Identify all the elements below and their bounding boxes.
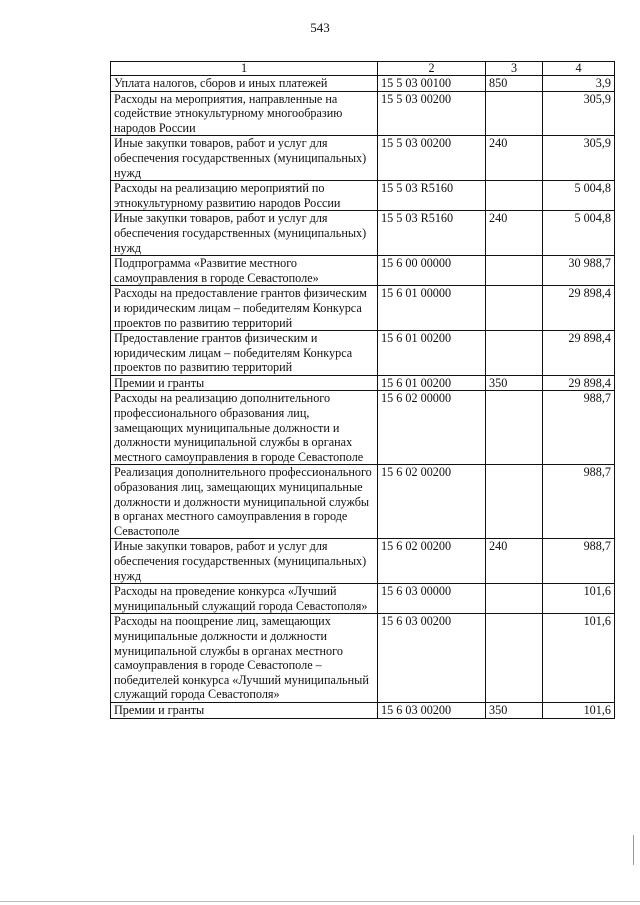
row-code: 15 6 01 00000 bbox=[378, 286, 486, 331]
table-row bbox=[111, 136, 615, 181]
row-type bbox=[486, 584, 543, 614]
table-header-row bbox=[111, 62, 615, 76]
row-code: 15 6 01 00200 bbox=[378, 331, 486, 376]
row-code: 15 6 02 00200 bbox=[378, 539, 486, 584]
table-row bbox=[111, 702, 615, 718]
table-row bbox=[111, 256, 615, 286]
column-header: 1 bbox=[111, 62, 378, 76]
row-type: 240 bbox=[486, 539, 543, 584]
row-name: Премии и гранты bbox=[111, 375, 378, 391]
row-name: Уплата налогов, сборов и иных платежей bbox=[111, 76, 378, 92]
row-type bbox=[486, 181, 543, 211]
row-code: 15 6 03 00200 bbox=[378, 702, 486, 718]
row-amount: 101,6 bbox=[543, 584, 615, 614]
row-amount: 29 898,4 bbox=[543, 331, 615, 376]
row-name: Иные закупки товаров, работ и услуг для обеспечения государственных (муниципальных) нужд bbox=[111, 539, 378, 584]
row-amount: 3,9 bbox=[543, 76, 615, 92]
budget-table bbox=[110, 61, 615, 719]
table-row bbox=[111, 331, 615, 376]
row-name: Иные закупки товаров, работ и услуг для обеспечения государственных (муниципальных) нужд bbox=[111, 136, 378, 181]
row-name: Расходы на поощрение лиц, замещающих муниципальные должности и должности муниципальной службы в органах местного самоуправления в городе Севастополе – победителей конкурса «Лучший муниципальный служащий города Севастополя» bbox=[111, 614, 378, 703]
row-name: Расходы на реализацию мероприятий по этнокультурному развитию народов России bbox=[111, 181, 378, 211]
page-number: 543 bbox=[310, 20, 330, 35]
row-type bbox=[486, 465, 543, 539]
table-row bbox=[111, 375, 615, 391]
table-row bbox=[111, 91, 615, 136]
row-type: 240 bbox=[486, 136, 543, 181]
row-amount: 305,9 bbox=[543, 136, 615, 181]
scan-bottom-edge bbox=[0, 901, 640, 902]
row-name: Иные закупки товаров, работ и услуг для обеспечения государственных (муниципальных) нужд bbox=[111, 211, 378, 256]
row-amount: 29 898,4 bbox=[543, 375, 615, 391]
row-type: 240 bbox=[486, 211, 543, 256]
table-row bbox=[111, 614, 615, 703]
table-row bbox=[111, 465, 615, 539]
row-code: 15 5 03 00200 bbox=[378, 91, 486, 136]
table-row bbox=[111, 539, 615, 584]
row-amount: 988,7 bbox=[543, 539, 615, 584]
row-name: Реализация дополнительного профессионального образования лиц, замещающих муниципальные должности и должности муниципальной службы в органах местного самоуправления в городе Севастополе bbox=[111, 465, 378, 539]
row-type bbox=[486, 91, 543, 136]
row-type bbox=[486, 286, 543, 331]
row-type: 350 bbox=[486, 702, 543, 718]
row-code: 15 6 03 00000 bbox=[378, 584, 486, 614]
row-code: 15 6 00 00000 bbox=[378, 256, 486, 286]
row-code: 15 5 03 R5160 bbox=[378, 211, 486, 256]
column-header: 2 bbox=[378, 62, 486, 76]
row-code: 15 6 02 00000 bbox=[378, 391, 486, 465]
row-type bbox=[486, 391, 543, 465]
row-name: Премии и гранты bbox=[111, 702, 378, 718]
row-type: 850 bbox=[486, 76, 543, 92]
row-type: 350 bbox=[486, 375, 543, 391]
row-amount: 29 898,4 bbox=[543, 286, 615, 331]
row-type bbox=[486, 331, 543, 376]
row-code: 15 6 03 00200 bbox=[378, 614, 486, 703]
row-type bbox=[486, 614, 543, 703]
table-row bbox=[111, 286, 615, 331]
table-row bbox=[111, 211, 615, 256]
row-name: Расходы на проведение конкурса «Лучший муниципальный служащий города Севастополя» bbox=[111, 584, 378, 614]
row-name: Подпрограмма «Развитие местного самоуправления в городе Севастополе» bbox=[111, 256, 378, 286]
row-name: Расходы на реализацию дополнительного профессионального образования лиц, замещающих муниципальные должности и должности муниципальной службы в органах местного самоуправления в городе Севастополе bbox=[111, 391, 378, 465]
row-code: 15 6 02 00200 bbox=[378, 465, 486, 539]
row-name: Расходы на предоставление грантов физическим и юридическим лицам – победителям Конкурса проектов по развитию территорий bbox=[111, 286, 378, 331]
row-amount: 305,9 bbox=[543, 91, 615, 136]
row-amount: 5 004,8 bbox=[543, 211, 615, 256]
row-amount: 30 988,7 bbox=[543, 256, 615, 286]
table-row bbox=[111, 76, 615, 92]
row-amount: 5 004,8 bbox=[543, 181, 615, 211]
row-amount: 101,6 bbox=[543, 702, 615, 718]
column-header: 4 bbox=[543, 62, 615, 76]
row-code: 15 6 01 00200 bbox=[378, 375, 486, 391]
column-header: 3 bbox=[486, 62, 543, 76]
row-name: Расходы на мероприятия, направленные на содействие этнокультурному многообразию народов России bbox=[111, 91, 378, 136]
row-code: 15 5 03 R5160 bbox=[378, 181, 486, 211]
table-row bbox=[111, 584, 615, 614]
row-amount: 988,7 bbox=[543, 391, 615, 465]
row-code: 15 5 03 00200 bbox=[378, 136, 486, 181]
row-amount: 101,6 bbox=[543, 614, 615, 703]
scan-edge-mark bbox=[633, 835, 634, 865]
row-type bbox=[486, 256, 543, 286]
table-row bbox=[111, 181, 615, 211]
row-amount: 988,7 bbox=[543, 465, 615, 539]
row-code: 15 5 03 00100 bbox=[378, 76, 486, 92]
row-name: Предоставление грантов физическим и юридическим лицам – победителям Конкурса проектов по развитию территорий bbox=[111, 331, 378, 376]
table-row bbox=[111, 391, 615, 465]
